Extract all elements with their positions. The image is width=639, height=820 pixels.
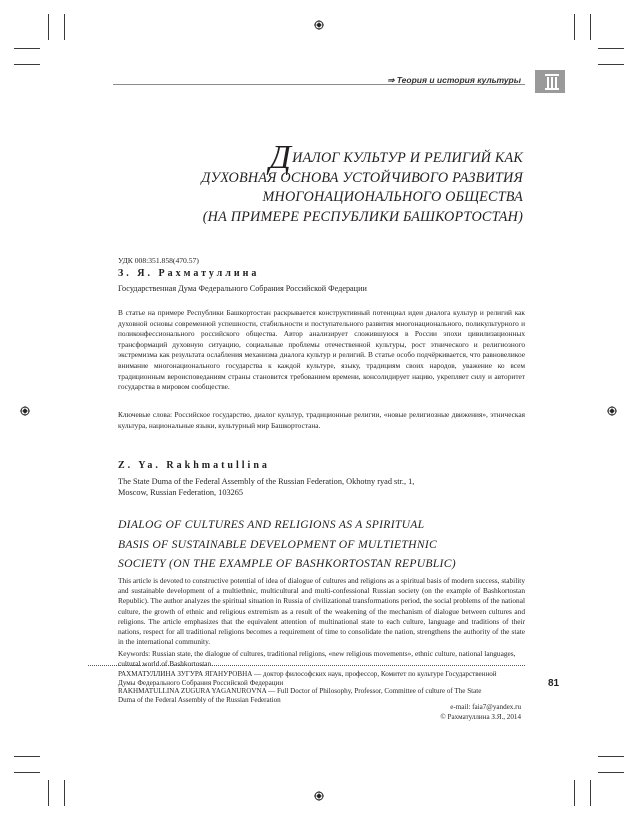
affiliation-en-line2: Moscow, Russian Federation, 103265 <box>118 488 244 497</box>
title-en-line2: BASIS OF SUSTAINABLE DEVELOPMENT OF MULTIETHNIC <box>118 537 438 551</box>
crop-mark <box>590 780 591 806</box>
column-logo-icon <box>535 70 565 93</box>
abstract-en: This article is devoted to constructive potential of idea of dialogue of cultures and religions as a spiritual basis of modern success, stability and sustainable development of a multiethnic, multicultural and multi-confessional Russian society (on the example of Bashkortostan Republic). The author analyzes the spiritual situation in Russia of civilizational transformations period, the social problems of the national culture, the growth of ethnic and religious extremism as a result of the weakening of the mechanism of dialogue between cultures and religions. The article emphasizes that the equivalent attention of multinational state to each culture, language and traditions of their nations, respect for all traditional religions becomes a requirement of time to consolidate the nation, strengthens the authority of the state in the international community. <box>118 576 525 647</box>
title-ru-line4: (НА ПРИМЕРЕ РЕСПУБЛИКИ БАШКОРТОСТАН) <box>202 208 523 225</box>
title-dropcap: Д <box>269 139 292 176</box>
author-affiliation-en <box>118 476 528 498</box>
crop-mark <box>598 772 624 773</box>
crop-mark <box>14 772 40 773</box>
crop-mark <box>14 64 40 65</box>
crop-mark <box>574 780 575 806</box>
keywords-ru: Ключевые слова: Российское государство, диалог культур, традиционные религии, «новые религиозные движения», этническая культура, национальные языки, культурный мир Башкортостана. <box>118 410 525 430</box>
keywords-en: Keywords: Russian state, the dialogue of cultures, traditional religions, «new religious movements», ethnic culture, national languages, cultural world of Bashkortostan. <box>118 649 516 669</box>
author-affiliation-ru: Государственная Дума Федерального Собрания Российской Федерации <box>118 284 367 293</box>
crop-mark <box>598 64 624 65</box>
crop-mark <box>48 14 49 40</box>
crop-mark <box>14 756 40 757</box>
affiliation-en-line1: The State Duma of the Federal Assembly of the Russian Federation, Okhotny ryad str., 1, <box>118 477 415 486</box>
registration-mark-icon <box>20 406 30 416</box>
crop-mark <box>64 14 65 40</box>
footnote-en: RAKHMATULLINA ZUGURA YAGANUROVNA — Full Doctor of Philosophy, Professor, Committee of culture of The State Duma of the Federal Assembly of the Russian Federation <box>118 687 482 704</box>
registration-mark-icon <box>607 406 617 416</box>
title-ru-line3: МНОГОНАЦИОНАЛЬНОГО ОБЩЕСТВА <box>262 189 523 205</box>
section-header: ⇒ Теория и история культуры <box>387 75 521 85</box>
copyright-notice: © Рахматуллина З.Я., 2014 <box>440 713 521 721</box>
udk-code: УДК 008:351.858(470.57) <box>118 256 199 265</box>
footnote-ru: РАХМАТУЛЛИНА ЗУГУРА ЯГАНУРОВНА — доктор философских наук, профессор, Комитет по культуре Государственной Думы Федерального Собрания Российской Федерации <box>118 670 497 687</box>
page-number: 81 <box>548 678 560 689</box>
crop-mark <box>598 756 624 757</box>
crop-mark <box>64 780 65 806</box>
article-title-en <box>118 515 528 574</box>
journal-logo <box>535 70 565 93</box>
crop-mark <box>574 14 575 40</box>
article-title-ru <box>113 139 523 227</box>
registration-mark-icon <box>314 791 324 801</box>
crop-mark <box>590 14 591 40</box>
title-ru-line1: ИАЛОГ КУЛЬТУР И РЕЛИГИЙ КАК <box>292 150 523 166</box>
title-ru-line2: ДУХОВНАЯ ОСНОВА УСТОЙЧИВОГО РАЗВИТИЯ <box>201 169 523 186</box>
author-name-ru: З. Я. Рахматуллина <box>118 268 260 279</box>
abstract-ru: В статье на примере Республики Башкортостан раскрывается конструктивный потенциал идеи диалога культур и религий как духовной основы современной успешности, стабильности и поступательного развития многонационального, поликультурного и поликонфессионального российского общества. Автор анализирует сложившуюся в России эпохи цивилизационных трансформаций духовную ситуацию, социальные проблемы отечественной культуры, рост этнического и религиозного экстремизма как результата ослабления механизма диалога культур и религий. В статье особо подчёркивается, что равновеликое внимание многонационального государства к каждой культуре, языку, традициям своих народов, уважение ко всем традиционным вероисповеданиям страны становится требованием времени, консолидирует нацию, укрепляет силу и авторитет государства в мировом сообществе. <box>118 308 525 392</box>
crop-mark <box>14 48 40 49</box>
title-en-line1: DIALOG OF CULTURES AND RELIGIONS AS A SPIRITUAL <box>118 518 425 531</box>
registration-mark-icon <box>314 20 324 30</box>
title-en-line3: SOCIETY (ON THE EXAMPLE OF BASHKORTOSTAN REPUBLIC) <box>118 557 456 570</box>
author-name-en: Z. Ya. Rakhmatullina <box>118 460 270 471</box>
author-email: e-mail: faia7@yandex.ru <box>450 703 521 711</box>
footnote-divider <box>88 665 525 666</box>
crop-mark <box>598 48 624 49</box>
crop-mark <box>48 780 49 806</box>
